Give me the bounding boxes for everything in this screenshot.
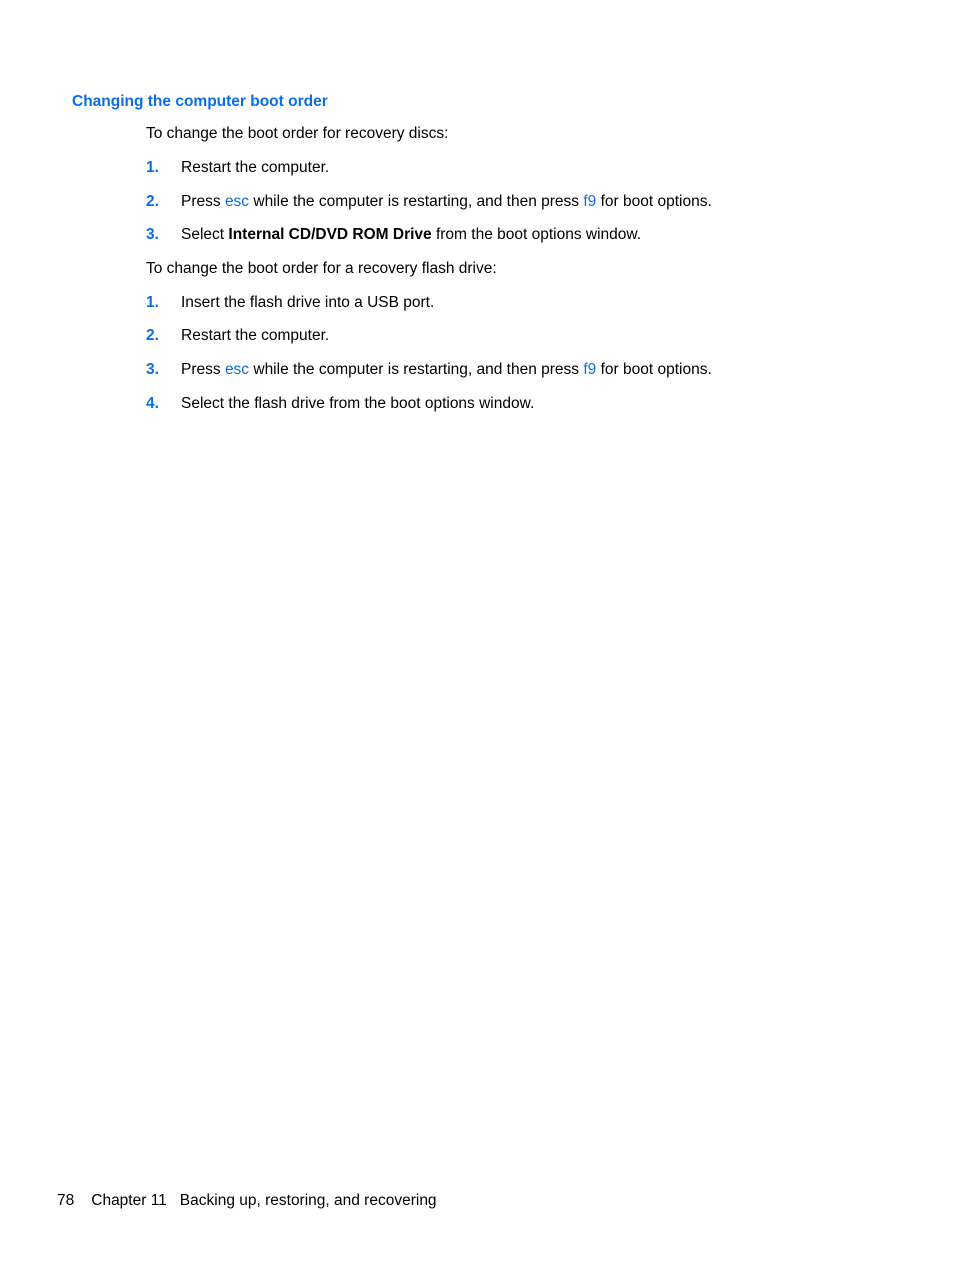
step-text bbox=[181, 193, 712, 211]
step-text-part: for boot options. bbox=[596, 361, 712, 378]
discs-intro: To change the boot order for recovery discs: bbox=[146, 125, 449, 142]
step-text-part: from the boot options window. bbox=[431, 226, 642, 243]
step-text: Restart the computer. bbox=[181, 327, 330, 344]
step-text-part: while the computer is restarting, and then press bbox=[249, 361, 584, 378]
f9-key: f9 bbox=[583, 193, 597, 210]
page-footer bbox=[57, 1192, 437, 1210]
page-number: 78 bbox=[57, 1192, 75, 1209]
flash-intro: To change the boot order for a recovery flash drive: bbox=[146, 260, 497, 277]
step-number: 3. bbox=[146, 226, 159, 243]
step-text: Restart the computer. bbox=[181, 159, 330, 176]
step-text bbox=[181, 361, 712, 379]
step-number: 2. bbox=[146, 327, 159, 344]
step-number: 3. bbox=[146, 361, 159, 378]
step-text-part: for boot options. bbox=[596, 193, 712, 210]
f9-key: f9 bbox=[583, 361, 597, 378]
step-text-part: Press bbox=[181, 361, 225, 378]
esc-key: esc bbox=[224, 193, 250, 210]
step-text bbox=[181, 226, 641, 244]
step-number: 1. bbox=[146, 159, 159, 176]
chapter-label: Chapter 11 bbox=[91, 1192, 167, 1209]
esc-key: esc bbox=[224, 361, 250, 378]
step-number: 2. bbox=[146, 193, 159, 210]
step-text-part: Press bbox=[181, 193, 225, 210]
step-number: 4. bbox=[146, 395, 159, 412]
step-number: 1. bbox=[146, 294, 159, 311]
drive-option-label: Internal CD/DVD ROM Drive bbox=[228, 226, 432, 243]
step-text: Select the flash drive from the boot options window. bbox=[181, 395, 535, 412]
step-text-part: while the computer is restarting, and then press bbox=[249, 193, 584, 210]
chapter-title: Backing up, restoring, and recovering bbox=[179, 1192, 437, 1209]
step-text-part: Select bbox=[181, 226, 229, 243]
step-text: Insert the flash drive into a USB port. bbox=[181, 294, 435, 311]
section-heading: Changing the computer boot order bbox=[72, 93, 328, 110]
